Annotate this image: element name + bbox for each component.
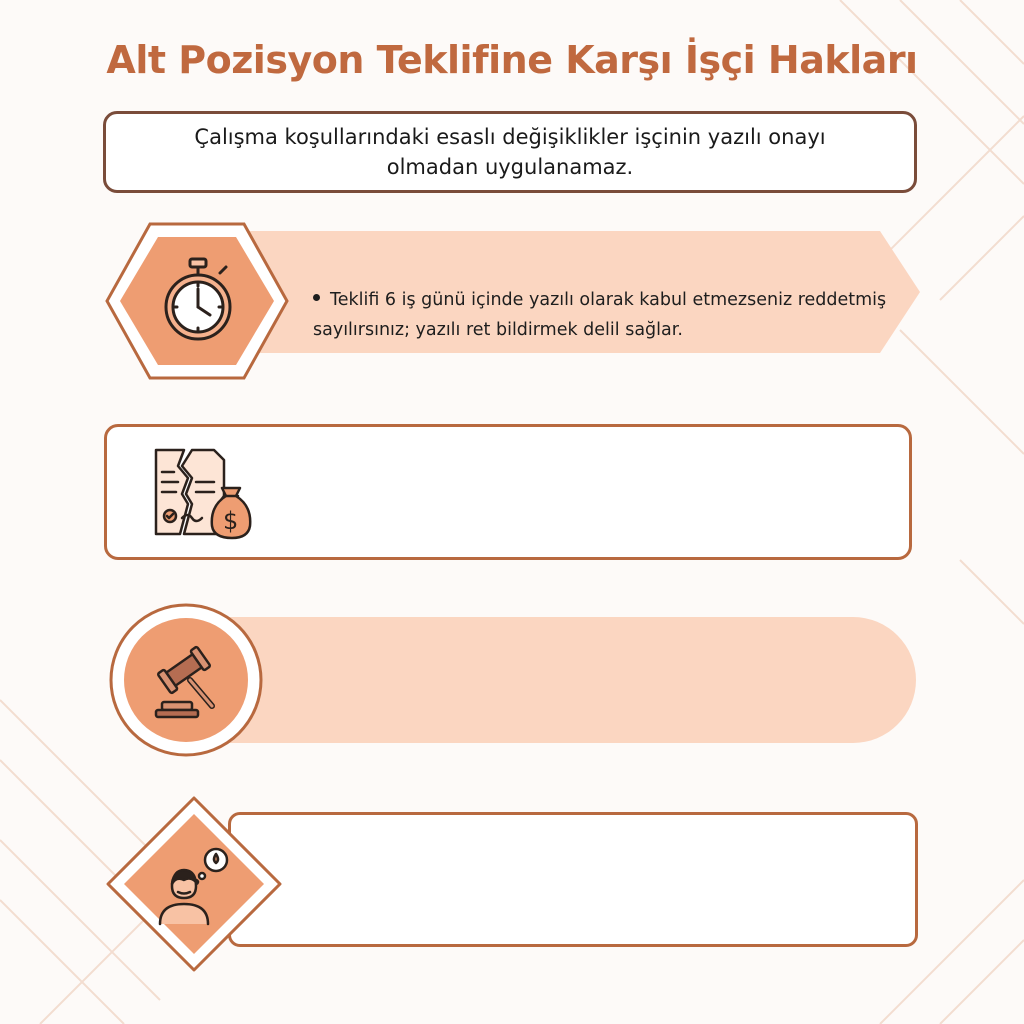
card-1-hexagon (104, 221, 290, 381)
intro-text: Çalışma koşullarındaki esaslı değişiklikler işçinin yazılı onayı olmadan uygulanamaz. (194, 125, 826, 179)
card-4-box (228, 812, 918, 947)
bullet-dot (313, 294, 320, 301)
card-1-text-content: Teklifi 6 iş günü içinde yazılı olarak kabul etmezseniz reddetmiş sayılırsınız; yazılı ret bildirmek delil sağlar. (313, 290, 887, 340)
torn-contract-money-bag-icon (148, 444, 258, 544)
page-title: Alt Pozisyon Teklifine Karşı İşçi Hakları (106, 38, 918, 82)
card-3-circle (108, 602, 264, 758)
card-3-band (190, 617, 916, 743)
worried-person-icon (158, 846, 234, 926)
gavel-icon (150, 644, 226, 720)
card-1-text (313, 285, 903, 345)
stopwatch-icon (158, 255, 238, 345)
intro-box (103, 111, 917, 193)
svg-text:$: $ (223, 507, 239, 535)
card-2-icon-area (148, 444, 258, 544)
card-4-diamond (104, 794, 284, 974)
